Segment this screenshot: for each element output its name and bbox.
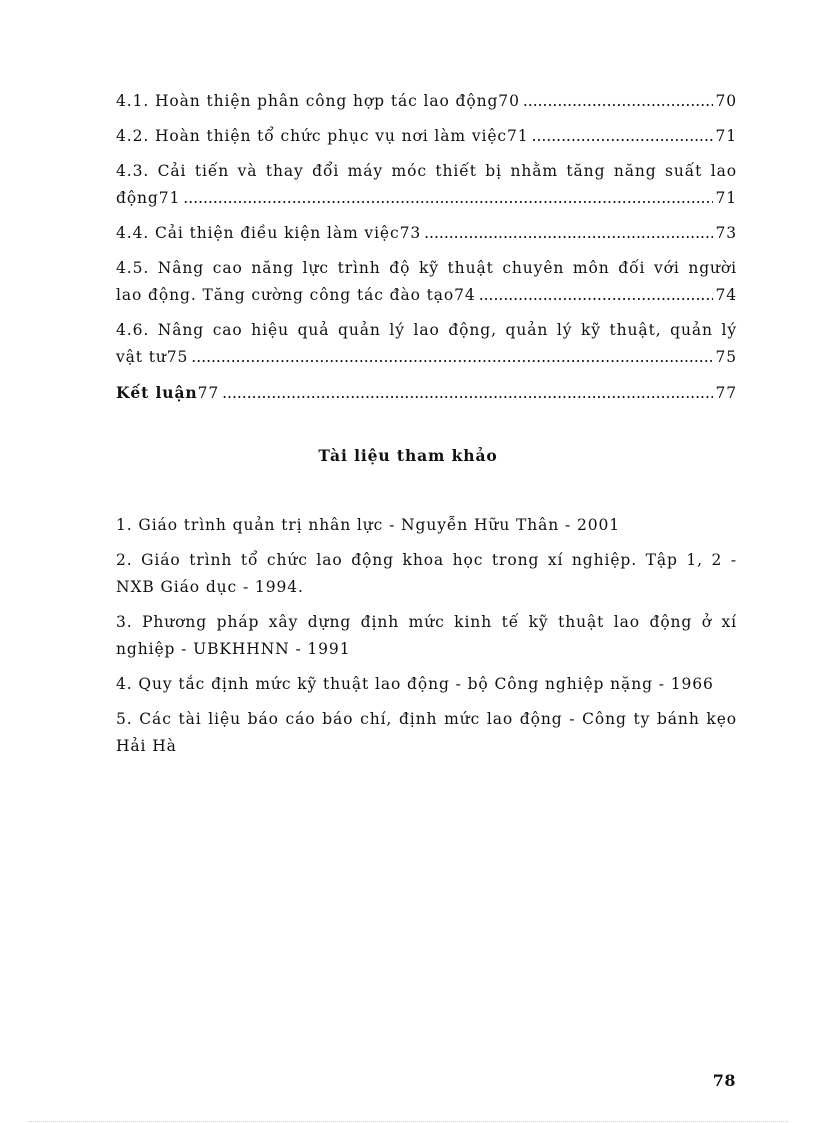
toc-conclusion-suffix: 77 bbox=[197, 384, 220, 402]
toc-leader-dots bbox=[532, 123, 714, 150]
reference-item: 4. Quy tắc định mức kỹ thuật lao động - bộ Công nghiệp nặng - 1966 bbox=[116, 675, 714, 693]
toc-entry-title-continued: động71 bbox=[116, 189, 181, 207]
toc-entry-title-continued: vật tư75 bbox=[116, 348, 189, 366]
toc-entry-title: 4.5. Nâng cao năng lực trình độ kỹ thuật chuyên môn đối với người bbox=[116, 259, 737, 277]
toc-page-number: 77 bbox=[715, 384, 737, 402]
toc-leader-dots bbox=[424, 220, 713, 247]
reference-item: 3. Phương pháp xây dựng định mức kinh tế kỹ thuật lao động ở xí nghiệp - UBKHHNN - 1991 bbox=[116, 613, 737, 658]
toc-page-number: 71 bbox=[715, 189, 737, 207]
toc-leader-dots bbox=[479, 282, 714, 309]
page-number: 78 bbox=[712, 1071, 736, 1090]
table-of-contents bbox=[116, 88, 737, 415]
toc-leader-dots bbox=[523, 88, 714, 115]
toc-entry-title: 4.3. Cải tiến và thay đổi máy móc thiết bị nhằm tăng năng suất lao bbox=[116, 162, 737, 180]
toc-conclusion-title: Kết luận bbox=[116, 383, 198, 402]
toc-page-number: 73 bbox=[715, 224, 737, 242]
references-list bbox=[116, 512, 737, 768]
toc-entry[interactable] bbox=[116, 317, 737, 371]
toc-entry-title: 4.2. Hoàn thiện tổ chức phục vụ nơi làm việc71 bbox=[116, 127, 529, 145]
toc-entry-conclusion[interactable] bbox=[116, 379, 737, 407]
toc-page-number: 74 bbox=[715, 286, 737, 304]
toc-leader-dots bbox=[191, 344, 713, 371]
toc-entry-title-continued: lao động. Tăng cường công tác đào tạo74 bbox=[116, 286, 476, 304]
toc-entry-title: 4.4. Cải thiện điều kiện làm việc73 bbox=[116, 224, 422, 242]
references-heading: Tài liệu tham khảo bbox=[318, 446, 498, 465]
toc-page-number: 71 bbox=[715, 127, 737, 145]
toc-entry[interactable] bbox=[116, 88, 737, 115]
reference-item: 5. Các tài liệu báo cáo báo chí, định mức lao động - Công ty bánh kẹo Hải Hà bbox=[116, 710, 737, 755]
toc-entry[interactable] bbox=[116, 220, 737, 247]
reference-item: 1. Giáo trình quản trị nhân lực - Nguyễn Hữu Thân - 2001 bbox=[116, 516, 621, 534]
toc-entry[interactable] bbox=[116, 158, 737, 212]
toc-entry[interactable] bbox=[116, 255, 737, 309]
toc-leader-dots bbox=[183, 185, 713, 212]
toc-page-number: 70 bbox=[715, 92, 737, 110]
reference-item: 2. Giáo trình tổ chức lao động khoa học trong xí nghiệp. Tập 1, 2 - NXB Giáo dục - 1994. bbox=[116, 551, 737, 596]
toc-entry-title: 4.6. Nâng cao hiệu quả quản lý lao động, quản lý kỹ thuật, quản lý bbox=[116, 321, 737, 339]
toc-entry-title: 4.1. Hoàn thiện phân công hợp tác lao động70 bbox=[116, 92, 520, 110]
page-bottom-divider bbox=[28, 1121, 788, 1122]
toc-page-number: 75 bbox=[715, 348, 737, 366]
toc-entry[interactable] bbox=[116, 123, 737, 150]
toc-leader-dots bbox=[222, 380, 713, 407]
